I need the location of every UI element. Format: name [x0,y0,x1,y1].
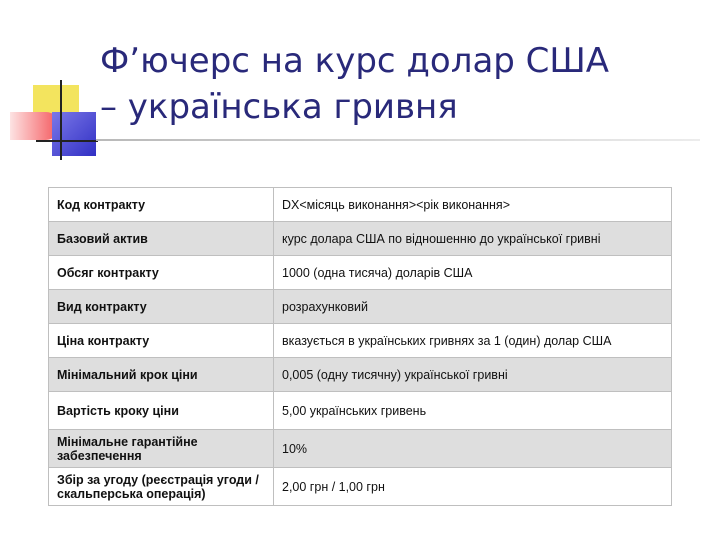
row-value: 5,00 українських гривень [274,392,672,430]
slide-title [100,38,700,130]
table-row [49,290,672,324]
row-label: Мінімальне гарантійне забезпечення [49,430,274,468]
table-row [49,430,672,468]
row-label: Обсяг контракту [49,256,274,290]
row-value: 2,00 грн / 1,00 грн [274,468,672,506]
row-label: Ціна контракту [49,324,274,358]
row-label: Вартість кроку ціни [49,392,274,430]
row-label: Збір за угоду (реєстрація угоди / скальперська операція) [49,468,274,506]
row-value: 10% [274,430,672,468]
row-label: Код контракту [49,188,274,222]
row-label: Вид контракту [49,290,274,324]
row-value: вказується в українських гривнях за 1 (один) долар США [274,324,672,358]
table-row [49,358,672,392]
row-value: курс долара США по відношенню до української гривні [274,222,672,256]
row-value: 1000 (одна тисяча) доларів США [274,256,672,290]
table-row [49,324,672,358]
slide-title-line-2: – українська гривня [100,87,458,127]
decor-horizontal-line [36,140,98,142]
table-row [49,256,672,290]
contract-spec-table [48,187,672,506]
table-row [49,222,672,256]
title-underline [96,139,700,141]
row-label: Мінімальний крок ціни [49,358,274,392]
table-row [49,468,672,506]
decor-blue-square [52,112,96,156]
decor-vertical-line [60,80,62,160]
row-value: DX<місяць виконання><рік виконання> [274,188,672,222]
table-row [49,188,672,222]
table-row [49,392,672,430]
slide-title-line-1: Ф’ючерс на курс долар США [100,41,610,81]
row-value: розрахунковий [274,290,672,324]
row-label: Базовий актив [49,222,274,256]
row-value: 0,005 (одну тисячну) української гривні [274,358,672,392]
